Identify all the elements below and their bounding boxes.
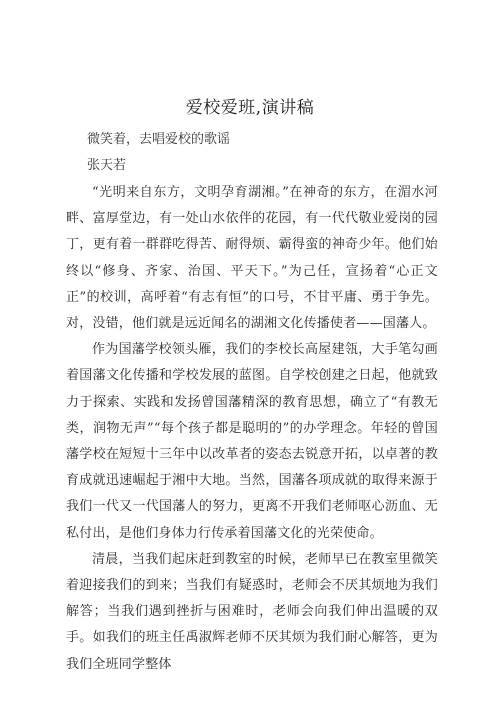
- document-author: 张天若: [87, 158, 127, 173]
- document-body: [66, 180, 438, 678]
- document-title: 爱校爱班,演讲稿: [185, 98, 315, 118]
- paragraph-1: “光明来自东方，文明孕育湖湘。”在神奇的东方，在湄水河畔、富厚堂边，有一处山水依伴的花园，有一代代敬业爱岗的园丁，更有着一群群吃得苦、耐得烦、霸得蛮的神奇少年。他们始终以“修身、齐家、治国、平天下。”为己任，宣扬着“心正文正”的校训，高呼着“有志有恒”的口号，不甘平庸、勇于争先。对，没错，他们就是远近闻名的湖湘文化传播使者——国藩人。: [66, 185, 438, 332]
- document-subtitle: 微笑着，去唱爱校的歌谣: [87, 132, 231, 147]
- paragraph-2: 作为国藩学校领头雁，我们的李校长高屋建瓴，大手笔勾画着国藩文化传播和学校发展的蓝图。自学校创建之日起，他就致力于探索、实践和发扬曾国藩精深的教育思想，确立了“有教无类，润物无声”“每个孩子都是聪明的”的办学理念。年轻的曾国藩学校在短短十三年中以改革者的姿态去锐意开拓，以卓著的教育成就迅速崛起于湘中大地。当然，国藩各项成就的取得来源于我们一代又一代国藩人的努力，更离不开我们老师呕心沥血、无私付出，是他们身体力行传承着国藩文化的光荣使命。: [66, 342, 438, 541]
- paragraph-3: 清晨，当我们起床赶到教室的时候，老师早已在教室里微笑着迎接我们的到来；当我们有疑惑时，老师会不厌其烦地为我们解答；当我们遇到挫折与困难时，老师会向我们伸出温暖的双手。如我们的班主任禹淑辉老师不厌其烦为我们耐心解答，更为我们全班同学整体: [66, 551, 438, 672]
